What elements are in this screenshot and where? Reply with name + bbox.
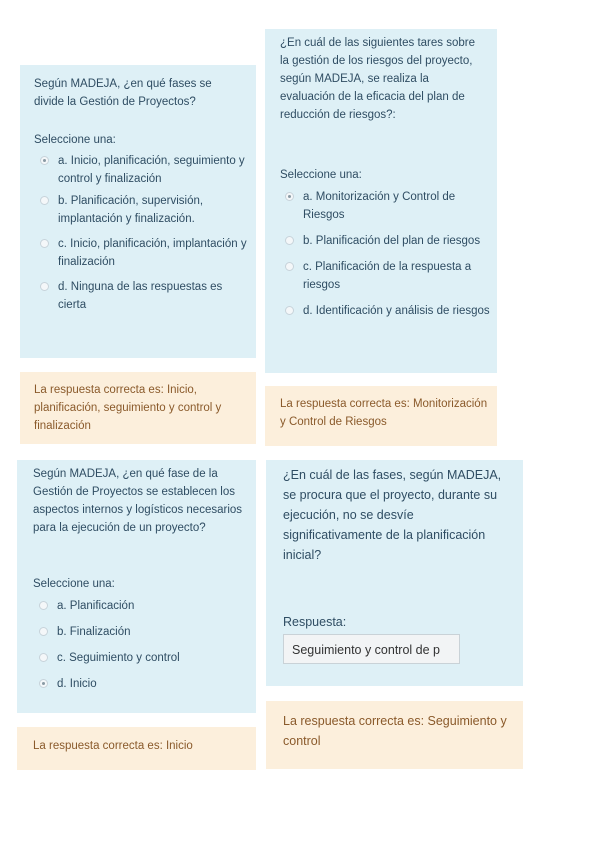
- radio-icon[interactable]: [39, 601, 48, 610]
- feedback-card-4: [266, 701, 523, 769]
- radio-icon[interactable]: [285, 306, 294, 315]
- correct-answer-text: La respuesta correcta es: Monitorización y Control de Riesgos: [280, 398, 488, 428]
- correct-answer-text: La respuesta correcta es: Inicio: [33, 740, 193, 752]
- radio-icon[interactable]: [39, 627, 48, 636]
- option-b[interactable]: b. Planificación del plan de riesgos: [285, 232, 490, 250]
- option-a[interactable]: a. Inicio, planificación, seguimiento y control y finalización: [40, 152, 250, 188]
- question-card-2: [265, 29, 497, 373]
- question-text: Según MADEJA, ¿en qué fase de la Gestión de Proyectos se establecen los aspectos internos y logísticos necesarios para la ejecución de un proyecto?: [33, 468, 243, 534]
- radio-icon[interactable]: [40, 196, 49, 205]
- option-d[interactable]: d. Identificación y análisis de riesgos: [285, 302, 490, 320]
- select-label: Seleccione una:: [33, 578, 115, 590]
- feedback-card-1: [20, 372, 256, 444]
- answer-options: [39, 597, 239, 693]
- radio-icon[interactable]: [40, 239, 49, 248]
- option-c[interactable]: c. Planificación de la respuesta a riesgos: [285, 258, 490, 294]
- correct-answer-text: La respuesta correcta es: Seguimiento y control: [283, 714, 507, 748]
- select-label: Seleccione una:: [280, 169, 362, 181]
- feedback-card-2: [265, 386, 497, 446]
- option-d[interactable]: d. Inicio: [39, 675, 239, 693]
- radio-icon[interactable]: [39, 653, 48, 662]
- answer-input[interactable]: Seguimiento y control de p: [283, 634, 460, 664]
- select-label: Seleccione una:: [34, 134, 116, 146]
- option-d[interactable]: d. Ninguna de las respuestas es cierta: [40, 278, 250, 314]
- answer-label: Respuesta:: [283, 615, 347, 629]
- question-card-3: [17, 460, 256, 713]
- correct-answer-text: La respuesta correcta es: Inicio, planificación, seguimiento y control y finalización: [34, 384, 222, 432]
- radio-checked-icon[interactable]: [285, 192, 294, 201]
- answer-options: [285, 188, 490, 320]
- radio-icon[interactable]: [285, 236, 294, 245]
- question-card-4: [266, 460, 523, 686]
- radio-icon[interactable]: [285, 262, 294, 271]
- option-b[interactable]: b. Finalización: [39, 623, 239, 641]
- feedback-card-3: [17, 727, 256, 770]
- radio-icon[interactable]: [40, 282, 49, 291]
- option-a[interactable]: a. Monitorización y Control de Riesgos: [285, 188, 490, 224]
- question-card-1: [20, 65, 256, 358]
- question-text: ¿En cuál de las siguientes tares sobre la gestión de los riesgos del proyecto, según MADEJA, se realiza la evaluación de la eficacia del plan de reducción de riesgos?:: [280, 37, 475, 121]
- option-c[interactable]: c. Seguimiento y control: [39, 649, 239, 667]
- option-c[interactable]: c. Inicio, planificación, implantación y finalización: [40, 235, 250, 271]
- answer-options: [40, 152, 250, 314]
- radio-checked-icon[interactable]: [39, 679, 48, 688]
- radio-checked-icon[interactable]: [40, 156, 49, 165]
- question-text: Según MADEJA, ¿en qué fases se divide la Gestión de Proyectos?: [34, 78, 212, 108]
- option-b[interactable]: b. Planificación, supervisión, implantación y finalización.: [40, 192, 250, 228]
- question-text: ¿En cuál de las fases, según MADEJA, se procura que el proyecto, durante su ejecución, no se desvíe significativamente de la planificación inicial?: [283, 468, 502, 562]
- option-a[interactable]: a. Planificación: [39, 597, 239, 615]
